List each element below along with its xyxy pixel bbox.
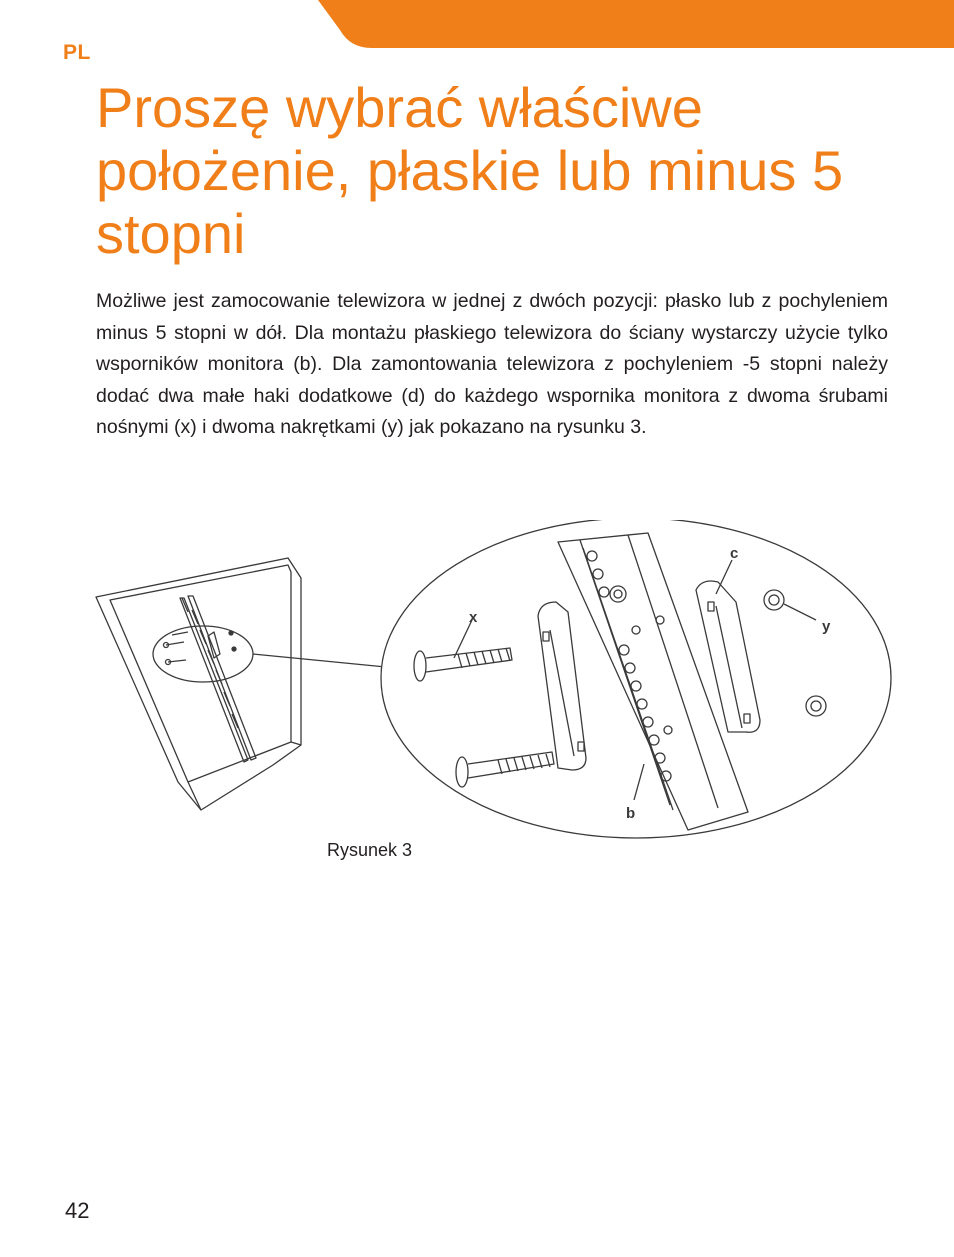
language-tag: PL: [63, 41, 91, 64]
figure-caption: Rysunek 3: [327, 840, 413, 860]
page-number: 42: [65, 1198, 90, 1223]
label-c: c: [730, 545, 739, 562]
header-band: [0, 0, 954, 48]
figure-3: [88, 520, 900, 840]
mount-illustration: [88, 520, 900, 840]
page-title: Proszę wybrać właściwe położenie, płaskie lub minus 5 stopni: [96, 76, 844, 265]
intro-paragraph: Możliwe jest zamocowanie telewizora w jednej z dwóch pozycji: płasko lub z pochyleniem minus 5 stopni w dół. Dla montażu płaskiego telewizora do ściany wystarczy użycie tylko wsporników monitora (b). Dla zamontowania telewizora z pochyleniem -5 stopni należy dodać dwa małe haki dodatkowe (d) do każdego wspornika monitora z dwoma śrubami nośnymi (x) i dwoma nakrętkami (y) jak pokazano na rysunku 3.: [96, 290, 888, 438]
label-x: x: [469, 609, 478, 626]
tv-panel: [96, 558, 396, 810]
label-y: y: [822, 618, 831, 635]
label-b: b: [626, 805, 636, 822]
